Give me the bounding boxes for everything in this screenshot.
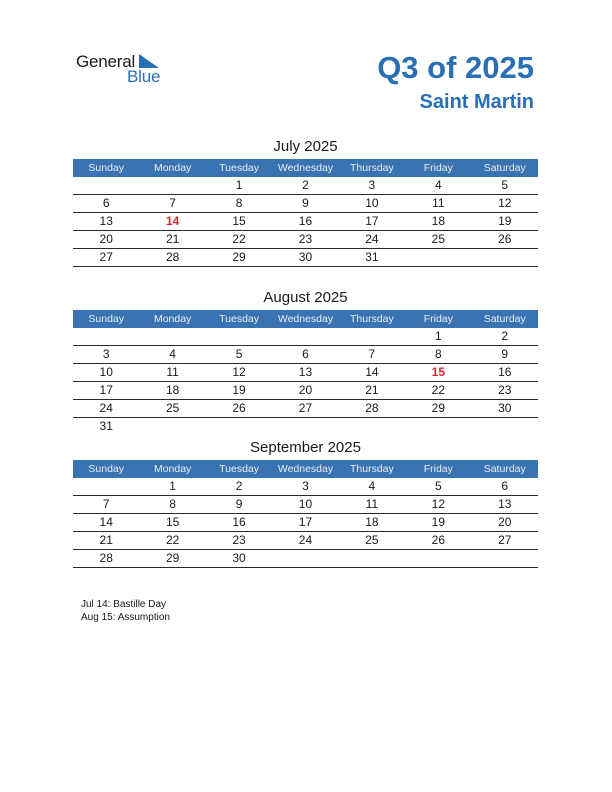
day-cell: 4 — [368, 479, 376, 493]
day-cell: 16 — [232, 515, 246, 529]
week-row — [73, 550, 538, 568]
day-cell: 1 — [235, 178, 243, 192]
day-cell: 20 — [99, 232, 113, 246]
weekday-label: Thursday — [350, 162, 394, 174]
day-cell: 6 — [501, 479, 509, 493]
day-cell: 25 — [165, 401, 180, 415]
day-cell: 28 — [365, 401, 379, 415]
weekday-label: Saturday — [483, 313, 526, 325]
empty-day-cell — [472, 249, 538, 266]
week-row — [73, 364, 538, 382]
weekday-label: Thursday — [350, 463, 394, 475]
month-august — [73, 288, 538, 435]
empty-day-cell — [73, 478, 139, 495]
day-cell: 17 — [365, 214, 379, 228]
holiday-day-cell: 15 — [431, 365, 445, 379]
week-row — [73, 328, 538, 346]
generalblue-logo — [76, 52, 186, 92]
day-cell: 2 — [302, 178, 309, 192]
day-cell: 21 — [99, 533, 113, 547]
day-cell: 14 — [365, 365, 379, 379]
weekday-label: Wednesday — [277, 162, 334, 174]
day-cell: 14 — [99, 515, 113, 529]
empty-day-cell — [472, 418, 538, 435]
empty-day-cell — [139, 328, 205, 345]
weekday-label: Thursday — [350, 313, 394, 325]
empty-day-cell — [472, 550, 538, 567]
weekday-label: Friday — [423, 313, 453, 325]
day-cell: 18 — [165, 383, 180, 397]
day-cell: 31 — [365, 250, 379, 264]
weekday-label: Saturday — [483, 463, 526, 475]
week-row — [73, 532, 538, 550]
empty-day-cell — [139, 177, 205, 194]
month-july — [73, 137, 538, 267]
day-cell: 31 — [99, 419, 113, 433]
month-title: September 2025 — [250, 439, 361, 456]
day-cell: 12 — [498, 196, 512, 210]
weekday-label: Tuesday — [219, 162, 259, 174]
day-cell: 20 — [298, 383, 313, 397]
day-cell: 26 — [232, 401, 246, 415]
weekday-label: Monday — [153, 162, 192, 174]
day-cell: 19 — [431, 515, 445, 529]
weekday-label: Friday — [423, 162, 453, 174]
day-cell: 10 — [365, 196, 379, 210]
day-cell: 29 — [431, 401, 445, 415]
weeks-grid — [73, 328, 538, 435]
logo-text-general: General — [76, 52, 136, 71]
empty-day-cell — [272, 328, 338, 345]
day-cell: 12 — [232, 365, 246, 379]
empty-day-cell — [272, 550, 338, 567]
weekday-label: Tuesday — [219, 463, 259, 475]
day-cell: 27 — [498, 533, 512, 547]
day-cell: 8 — [235, 196, 243, 210]
empty-day-cell — [139, 418, 205, 435]
day-cell: 22 — [431, 383, 445, 397]
weekday-label: Tuesday — [219, 313, 259, 325]
empty-day-cell — [206, 418, 272, 435]
month-title: August 2025 — [263, 289, 348, 306]
day-cell: 24 — [298, 533, 313, 547]
day-cell: 5 — [434, 479, 442, 493]
day-cell: 22 — [165, 533, 180, 547]
day-cell: 23 — [498, 383, 512, 397]
day-cell: 17 — [99, 383, 113, 397]
empty-day-cell — [405, 249, 471, 266]
country-name: Saint Martin — [419, 91, 534, 113]
week-row — [73, 177, 538, 195]
weekday-label: Friday — [423, 463, 453, 475]
weekday-header — [73, 460, 538, 478]
day-cell: 30 — [232, 551, 246, 565]
week-row — [73, 249, 538, 267]
day-cell: 7 — [102, 497, 110, 511]
week-row — [73, 195, 538, 213]
day-cell: 18 — [431, 214, 445, 228]
day-cell: 27 — [99, 250, 113, 264]
day-cell: 9 — [235, 497, 243, 511]
day-cell: 5 — [501, 178, 509, 192]
weekday-label: Monday — [153, 463, 192, 475]
day-cell: 11 — [166, 365, 179, 379]
day-cell: 16 — [498, 365, 512, 379]
day-cell: 8 — [169, 497, 176, 511]
day-cell: 2 — [501, 329, 509, 343]
day-cell: 6 — [102, 196, 110, 210]
holiday-notes — [81, 598, 170, 624]
week-row — [73, 478, 538, 496]
day-cell: 28 — [165, 250, 180, 264]
empty-day-cell — [405, 550, 471, 567]
day-cell: 16 — [298, 214, 313, 228]
day-cell: 25 — [365, 533, 379, 547]
weeks-grid — [73, 177, 538, 267]
day-cell: 9 — [302, 196, 309, 210]
day-cell: 26 — [498, 232, 512, 246]
holiday-day-cell: 14 — [165, 214, 180, 228]
empty-day-cell — [272, 418, 338, 435]
day-cell: 3 — [368, 178, 376, 192]
empty-day-cell — [206, 328, 272, 345]
week-row — [73, 514, 538, 532]
weekday-label: Wednesday — [277, 463, 334, 475]
weekday-label: Saturday — [483, 162, 526, 174]
day-cell: 1 — [169, 479, 176, 493]
week-row — [73, 231, 538, 249]
day-cell: 22 — [232, 232, 246, 246]
week-row — [73, 346, 538, 364]
day-cell: 18 — [365, 515, 379, 529]
day-cell: 8 — [434, 347, 442, 361]
day-cell: 3 — [302, 479, 309, 493]
day-cell: 15 — [232, 214, 246, 228]
day-cell: 13 — [298, 365, 313, 379]
day-cell: 24 — [365, 232, 379, 246]
day-cell: 4 — [169, 347, 176, 361]
day-cell: 29 — [232, 250, 246, 264]
weekday-header — [73, 310, 538, 328]
weeks-grid — [73, 478, 538, 568]
day-cell: 15 — [165, 515, 180, 529]
week-row — [73, 418, 538, 435]
day-cell: 6 — [302, 347, 309, 361]
day-cell: 13 — [99, 214, 113, 228]
day-cell: 23 — [232, 533, 246, 547]
day-cell: 1 — [434, 329, 442, 343]
day-cell: 5 — [235, 347, 243, 361]
day-cell: 20 — [498, 515, 512, 529]
day-cell: 25 — [431, 232, 445, 246]
day-cell: 10 — [298, 497, 313, 511]
day-cell: 9 — [501, 347, 509, 361]
day-cell: 26 — [431, 533, 445, 547]
weekday-header — [73, 159, 538, 177]
day-cell: 4 — [434, 178, 442, 192]
empty-day-cell — [339, 418, 405, 435]
weekday-label: Wednesday — [277, 313, 334, 325]
day-cell: 30 — [298, 250, 313, 264]
holiday-note: Jul 14: Bastille Day — [81, 599, 167, 610]
day-cell: 3 — [102, 347, 110, 361]
day-cell: 7 — [169, 196, 176, 210]
logo-text-blue: Blue — [127, 67, 161, 86]
empty-day-cell — [73, 177, 139, 194]
weekday-label: Sunday — [88, 313, 125, 325]
day-cell: 19 — [498, 214, 512, 228]
day-cell: 11 — [365, 497, 379, 511]
day-cell: 10 — [99, 365, 113, 379]
day-cell: 19 — [232, 383, 246, 397]
day-cell: 2 — [235, 479, 243, 493]
empty-day-cell — [405, 418, 471, 435]
weekday-label: Sunday — [88, 162, 125, 174]
day-cell: 29 — [165, 551, 180, 565]
day-cell: 12 — [431, 497, 445, 511]
month-title: July 2025 — [273, 138, 338, 155]
quarter-title: Q3 of 2025 — [377, 50, 534, 85]
month-september — [73, 438, 538, 568]
holiday-note: Aug 15: Assumption — [81, 612, 170, 623]
day-cell: 30 — [498, 401, 512, 415]
day-cell: 24 — [99, 401, 113, 415]
logo-flag-icon — [135, 54, 159, 68]
day-cell: 13 — [498, 497, 512, 511]
day-cell: 11 — [432, 196, 445, 210]
week-row — [73, 400, 538, 418]
day-cell: 21 — [365, 383, 379, 397]
empty-day-cell — [339, 550, 405, 567]
day-cell: 17 — [298, 515, 313, 529]
empty-day-cell — [339, 328, 405, 345]
day-cell: 28 — [99, 551, 113, 565]
day-cell: 7 — [368, 347, 376, 361]
week-row — [73, 496, 538, 514]
day-cell: 27 — [298, 401, 313, 415]
week-row — [73, 213, 538, 231]
day-cell: 23 — [298, 232, 313, 246]
empty-day-cell — [73, 328, 139, 345]
week-row — [73, 382, 538, 400]
weekday-label: Sunday — [88, 463, 125, 475]
weekday-label: Monday — [153, 313, 192, 325]
day-cell: 21 — [165, 232, 180, 246]
